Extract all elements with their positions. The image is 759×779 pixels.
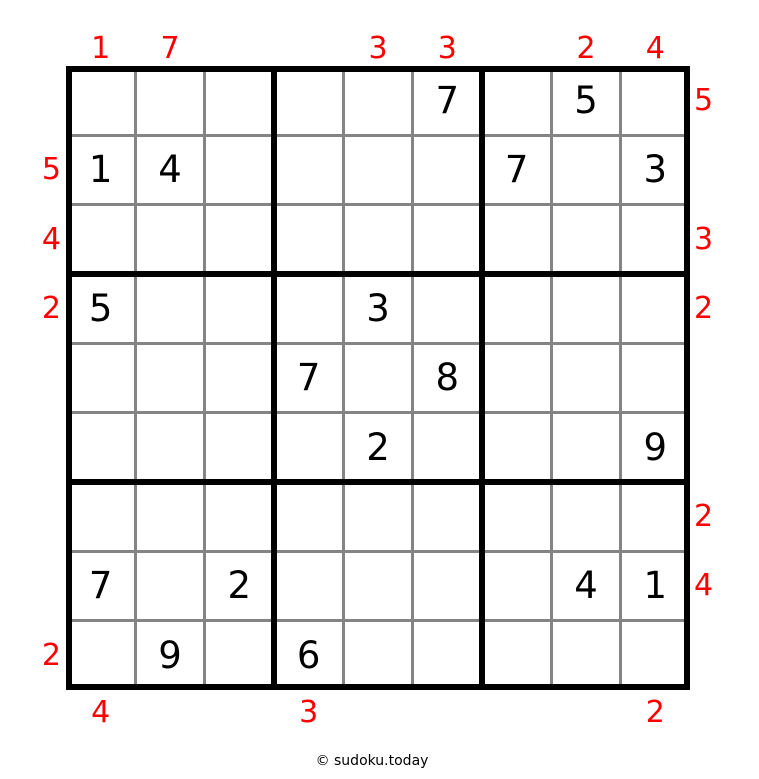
grid-cell-r1c9[interactable] [621, 66, 690, 135]
grid-cell-r2c8[interactable] [551, 135, 620, 204]
grid-cell-r6c1[interactable] [66, 413, 135, 482]
copyright-text: © sudoku.today [315, 753, 429, 769]
grid-cell-r6c7[interactable] [482, 413, 551, 482]
grid-cell-r5c2[interactable] [135, 343, 204, 412]
grid-cell-r8c8[interactable]: 4 [574, 564, 598, 608]
grid-cell-r7c6[interactable] [413, 482, 482, 551]
clue-left-row3: 4 [41, 221, 61, 257]
grid-cell-r3c7[interactable] [482, 205, 551, 274]
grid-cell-r2c6[interactable] [413, 135, 482, 204]
grid-cell-r4c2[interactable] [135, 274, 204, 343]
grid-cell-r4c4[interactable] [274, 274, 343, 343]
grid-cell-r1c7[interactable] [482, 66, 551, 135]
clue-right-row4: 2 [694, 291, 714, 327]
grid-cell-r6c2[interactable] [135, 413, 204, 482]
grid-cell-r4c1[interactable]: 5 [88, 287, 113, 331]
grid-cell-r6c9[interactable]: 9 [643, 425, 668, 469]
grid-cell-r3c1[interactable] [66, 205, 135, 274]
grid-cell-r7c5[interactable] [343, 482, 412, 551]
clue-right-row7: 2 [694, 499, 714, 535]
grid-cell-r7c9[interactable] [621, 482, 690, 551]
grid-cell-r2c2[interactable]: 4 [158, 148, 182, 192]
grid-cell-r3c9[interactable] [621, 205, 690, 274]
grid-cell-r7c1[interactable] [66, 482, 135, 551]
grid-cell-r5c7[interactable] [482, 343, 551, 412]
clue-left-row9: 2 [41, 637, 61, 673]
clue-bottom-col9: 2 [645, 694, 665, 730]
grid-cell-r8c7[interactable] [482, 551, 551, 620]
grid-cell-r8c5[interactable] [343, 551, 412, 620]
grid-cell-r1c1[interactable] [66, 66, 135, 135]
clue-right-row8: 4 [694, 568, 714, 604]
grid-cell-r6c6[interactable] [413, 413, 482, 482]
grid-cell-r6c4[interactable] [274, 413, 343, 482]
grid-cell-r1c3[interactable] [205, 66, 274, 135]
grid-cell-r9c4[interactable]: 6 [296, 633, 321, 677]
clue-top-col5: 3 [368, 30, 388, 66]
grid-cell-r9c3[interactable] [205, 621, 274, 690]
grid-cell-r9c9[interactable] [621, 621, 690, 690]
clue-bottom-col4: 3 [299, 694, 319, 730]
grid-cell-r2c3[interactable] [205, 135, 274, 204]
grid-cell-r6c3[interactable] [205, 413, 274, 482]
grid-cell-r5c3[interactable] [205, 343, 274, 412]
grid-cell-r2c7[interactable]: 7 [504, 148, 529, 192]
grid-cell-r4c9[interactable] [621, 274, 690, 343]
grid-cell-r2c4[interactable] [274, 135, 343, 204]
grid-cell-r8c2[interactable] [135, 551, 204, 620]
grid-cell-r9c2[interactable]: 9 [158, 633, 182, 677]
grid-cell-r3c8[interactable] [551, 205, 620, 274]
clue-right-row1: 5 [694, 83, 714, 119]
clue-right-row3: 3 [694, 221, 714, 257]
clue-left-row4: 2 [41, 291, 61, 327]
clue-top-col8: 2 [576, 30, 596, 66]
grid-cell-r5c8[interactable] [551, 343, 620, 412]
grid-cell-r4c3[interactable] [205, 274, 274, 343]
grid-cell-r2c1[interactable]: 1 [88, 148, 113, 192]
grid-cell-r2c9[interactable]: 3 [643, 148, 668, 192]
grid-cell-r3c2[interactable] [135, 205, 204, 274]
grid-cell-r6c5[interactable]: 2 [366, 425, 390, 469]
clue-left-row2: 5 [41, 152, 61, 188]
grid-cell-r9c6[interactable] [413, 621, 482, 690]
grid-cell-r1c8[interactable]: 5 [574, 79, 598, 123]
clue-top-col6: 3 [437, 30, 457, 66]
grid-cell-r7c8[interactable] [551, 482, 620, 551]
grid-cell-r7c2[interactable] [135, 482, 204, 551]
grid-cell-r4c7[interactable] [482, 274, 551, 343]
grid-cell-r1c2[interactable] [135, 66, 204, 135]
grid-cell-r9c8[interactable] [551, 621, 620, 690]
grid-cell-r8c6[interactable] [413, 551, 482, 620]
grid-cell-r5c6[interactable]: 8 [435, 356, 460, 400]
grid-cell-r7c4[interactable] [274, 482, 343, 551]
grid-cell-r3c4[interactable] [274, 205, 343, 274]
clue-bottom-col1: 4 [91, 694, 111, 730]
grid-cell-r5c1[interactable] [66, 343, 135, 412]
grid-cell-r7c3[interactable] [205, 482, 274, 551]
clue-top-col1: 1 [91, 30, 111, 66]
grid-cell-r2c5[interactable] [343, 135, 412, 204]
grid-cell-r9c5[interactable] [343, 621, 412, 690]
grid-cell-r1c4[interactable] [274, 66, 343, 135]
grid-cell-r8c1[interactable]: 7 [88, 564, 113, 608]
grid-cell-r6c8[interactable] [551, 413, 620, 482]
grid-cell-r4c5[interactable]: 3 [366, 287, 390, 331]
grid-cell-r8c4[interactable] [274, 551, 343, 620]
grid-cell-r1c5[interactable] [343, 66, 412, 135]
grid-cell-r8c3[interactable]: 2 [227, 564, 252, 608]
grid-cell-r4c8[interactable] [551, 274, 620, 343]
grid-cell-r7c7[interactable] [482, 482, 551, 551]
grid-cell-r5c5[interactable] [343, 343, 412, 412]
clue-top-col9: 4 [645, 30, 665, 66]
clue-top-col2: 7 [160, 30, 180, 66]
grid-cell-r8c9[interactable]: 1 [643, 564, 668, 608]
grid-cell-r9c7[interactable] [482, 621, 551, 690]
sudoku-board [66, 66, 690, 690]
grid-cell-r3c5[interactable] [343, 205, 412, 274]
grid-cell-r4c6[interactable] [413, 274, 482, 343]
grid-cell-r1c6[interactable]: 7 [435, 79, 460, 123]
grid-cell-r5c9[interactable] [621, 343, 690, 412]
grid-cell-r5c4[interactable]: 7 [296, 356, 321, 400]
grid-cell-r3c3[interactable] [205, 205, 274, 274]
grid-cell-r3c6[interactable] [413, 205, 482, 274]
grid-cell-r9c1[interactable] [66, 621, 135, 690]
